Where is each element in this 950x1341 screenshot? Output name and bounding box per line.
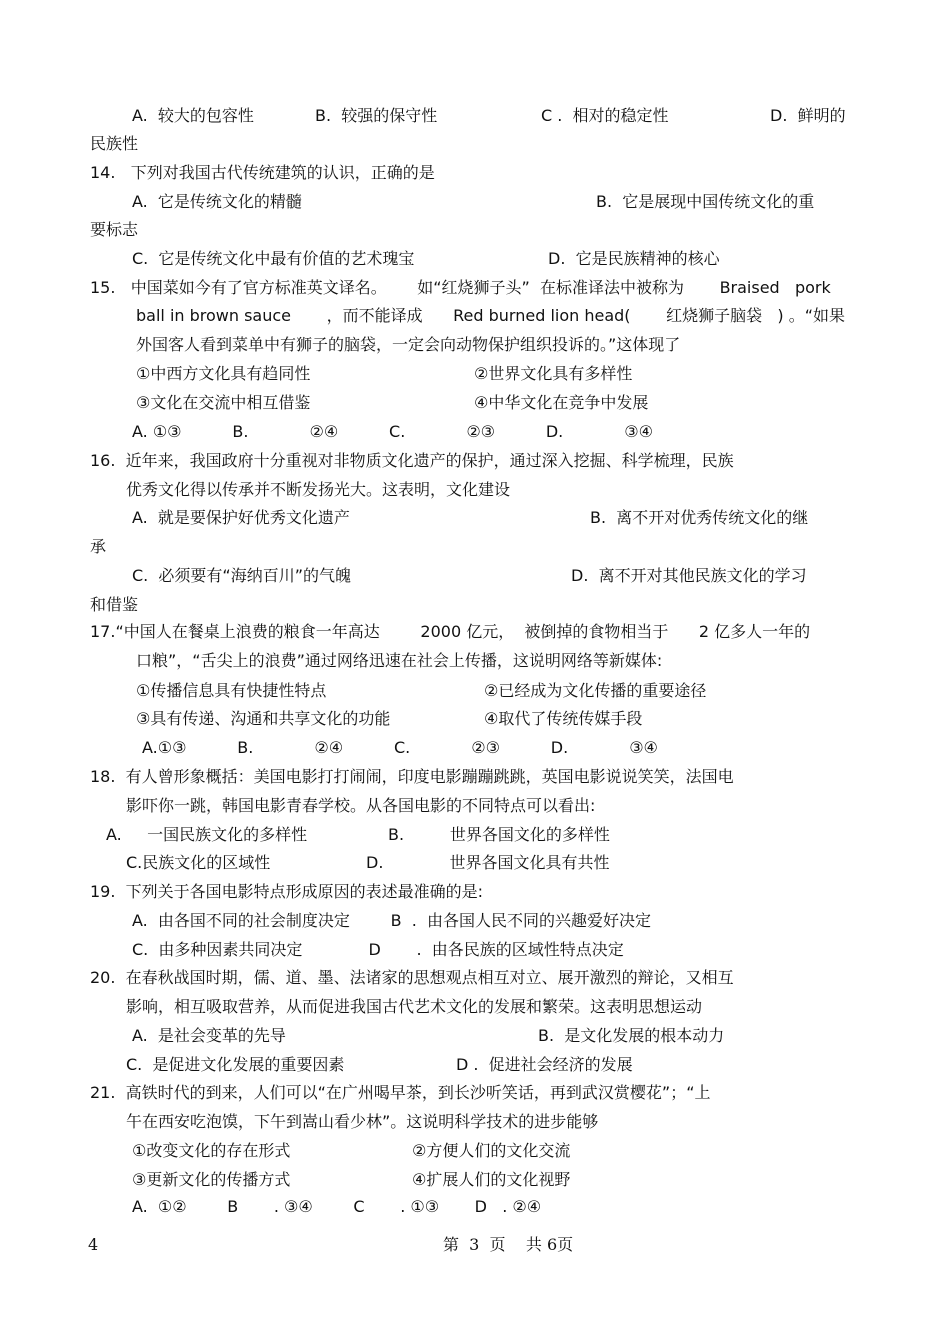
text-line: A. 一国民族文化的多样性 [106,825,308,844]
text-line: B. 它是展现中国传统文化的重 [596,192,815,211]
text-line: 民族性 [90,134,139,153]
text-line: ①传播信息具有快捷性特点 [136,681,327,700]
text-line: C. 必须要有“海纳百川”的气魄 [132,566,352,585]
text-line: A. 就是要保护好优秀文化遗产 [132,508,350,527]
text-line: C . 相对的稳定性 [541,106,669,125]
text-line: ②世界文化具有多样性 [474,364,633,383]
text-line: 优秀文化得以传承并不断发扬光大。这表明，文化建设 [126,480,511,499]
text-line: 18. 有人曾形象概括：美国电影打打闹闹，印度电影蹦蹦跳跳，英国电影说说笑笑，法国电 [90,767,734,786]
text-line: 口粮”，“舌尖上的浪费”通过网络迅速在社会上传播，这说明网络等新媒体: [136,651,663,670]
text-line: ②方便人们的文化交流 [412,1141,571,1160]
text-line: 16. 近年来，我国政府十分重视对非物质文化遗产的保护，通过深入挖掘、科学梳理，民族 [90,451,734,470]
text-line: 和借鉴 [90,595,139,614]
text-line: 午在西安吃泡馍，下午到嵩山看少林”。这说明科学技术的进步能够 [126,1112,599,1131]
text-line: 17.“中国人在餐桌上浪费的粮食一年高达 2000 亿元， 被倒掉的食物相当于 2 亿多人一年的 [90,622,811,641]
text-line: D. 离不开对其他民族文化的学习 [571,566,807,585]
text-line: ①中西方文化具有趋同性 [136,364,311,383]
text-line: B. 较强的保守性 [315,106,438,125]
text-line: 承 [90,537,107,556]
text-line: 影吓你一跳，韩国电影青春学校。从各国电影的不同特点可以看出: [126,796,596,815]
text-line: A.①③ B. ②④ C. ②③ D. ③④ [142,738,658,757]
text-line: ③具有传递、沟通和共享文化的功能 [136,709,391,728]
text-line: 19. 下列关于各国电影特点形成原因的表述最准确的是: [90,882,484,901]
text-line: C. 是促进文化发展的重要因素 [126,1055,345,1074]
text-line: B. 是文化发展的根本动力 [538,1026,725,1045]
text-line: 14. 下列对我国古代传统建筑的认识，正确的是 [90,163,435,182]
footer-left-number: 4 [88,1235,99,1254]
text-line: D. 世界各国文化具有共性 [366,853,610,872]
text-line: ②已经成为文化传播的重要途径 [484,681,707,700]
text-line: A. 由各国不同的社会制度决定 B . 由各国人民不同的兴趣爱好决定 [132,911,652,930]
text-line: ball in brown sauce ，而不能译成 Red burned lion head( 红烧狮子脑袋 ) 。“如果 [136,306,846,325]
text-line: ④扩展人们的文化视野 [412,1170,571,1189]
footer-page-indicator: 第 3 页 共 6页 [443,1235,574,1254]
text-line: A. ①② B . ③④ C . ①③ D . ②④ [132,1197,542,1216]
text-line: 要标志 [90,220,139,239]
text-line: 影响，相互吸取营养，从而促进我国古代艺术文化的发展和繁荣。这表明思想运动 [126,997,703,1016]
text-line: ③更新文化的传播方式 [132,1170,291,1189]
text-line: C. 由多种因素共同决定 D . 由各民族的区域性特点决定 [132,940,624,959]
text-line: ④中华文化在竞争中发展 [474,393,649,412]
text-line: ④取代了传统传媒手段 [484,709,643,728]
text-line: A. 它是传统文化的精髓 [132,192,302,211]
text-line: ①改变文化的存在形式 [132,1141,291,1160]
text-line: B. 离不开对优秀传统文化的继 [590,508,809,527]
text-line: D. 鲜明的 [770,106,846,125]
text-line: C.民族文化的区域性 [126,853,271,872]
text-line: 20. 在春秋战国时期，儒、道、墨、法诸家的思想观点相互对立、展开激烈的辩论，又相互 [90,968,734,987]
text-line: A. 较大的包容性 [132,106,254,125]
text-line: D. 它是民族精神的核心 [548,249,720,268]
text-line: C. 它是传统文化中最有价值的艺术瑰宝 [132,249,415,268]
text-line: A. 是社会变革的先导 [132,1026,286,1045]
text-line: 外国客人看到菜单中有狮子的脑袋，一定会向动物保护组织投诉的。”这体现了 [136,335,681,354]
text-line: 15. 中国菜如今有了官方标准英文译名。 如“红烧狮子头” 在标准译法中被称为 Braised pork [90,278,831,297]
text-line: 21. 高铁时代的到来，人们可以“在广州喝早茶，到长沙听笑话，再到武汉赏樱花”；“上 [90,1083,711,1102]
text-line: ③文化在交流中相互借鉴 [136,393,311,412]
text-line: B. 世界各国文化的多样性 [388,825,610,844]
text-line: A. ①③ B. ②④ C. ②③ D. ③④ [132,422,653,441]
text-line: D . 促进社会经济的发展 [456,1055,633,1074]
